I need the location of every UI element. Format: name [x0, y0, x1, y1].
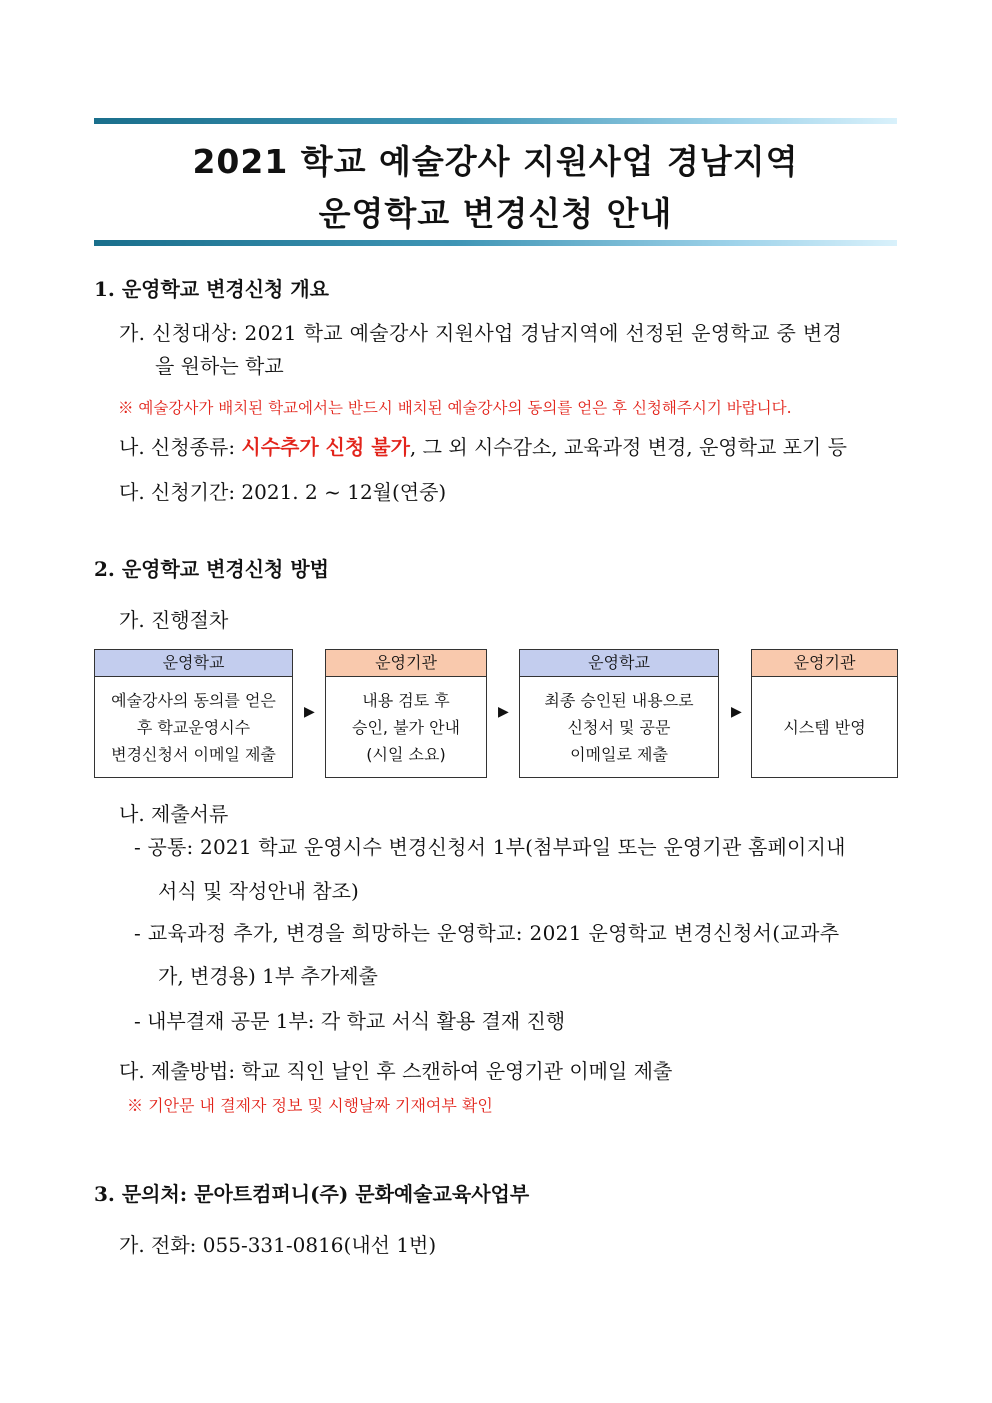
section3-heading: 3. 문의처: 문아트컴퍼니(주) 문화예술교육사업부	[94, 1182, 530, 1206]
flow-step-2-line: 승인, 불가 안내	[352, 717, 460, 737]
flow-step-3-line: 이메일로 제출	[570, 744, 668, 764]
section1-heading: 1. 운영학교 변경신청 개요	[94, 277, 329, 301]
flow-arrow-1: ▶	[304, 704, 315, 720]
doc-curriculum-line2: 가, 변경용) 1부 추가제출	[158, 964, 378, 988]
section1-na-suffix: , 그 외 시수감소, 교육과정 변경, 운영학교 포기 등	[409, 435, 847, 459]
section2-heading: 2. 운영학교 변경신청 방법	[94, 557, 329, 581]
doc-curriculum-line1: - 교육과정 추가, 변경을 희망하는 운영학교: 2021 운영학교 변경신청서(교과추	[134, 921, 840, 945]
flow-step-1-header: 운영학교	[95, 650, 292, 677]
doc-common-line2: 서식 및 작성안내 참조)	[158, 879, 359, 903]
flow-step-2-line: (시일 소요)	[366, 744, 446, 764]
title-bottom-rule	[94, 240, 897, 246]
flow-step-3-line: 최종 승인된 내용으로	[544, 690, 694, 710]
section1-ga-line2: 을 원하는 학교	[155, 354, 284, 378]
flow-step-4-header: 운영기관	[752, 650, 897, 677]
page-title-line2: 운영학교 변경신청 안내	[318, 194, 673, 233]
section1-ga-line1: 가. 신청대상: 2021 학교 예술강사 지원사업 경남지역에 선정된 운영학교 중 변경	[119, 321, 843, 345]
flow-step-1	[94, 649, 293, 778]
section2-note: ※ 기안문 내 결제자 정보 및 시행날짜 기재여부 확인	[127, 1096, 493, 1115]
flow-arrow-3: ▶	[731, 704, 742, 720]
section2-na: 나. 제출서류	[119, 802, 229, 826]
flow-step-3-line: 신청서 및 공문	[567, 717, 671, 737]
flow-step-3-header: 운영학교	[520, 650, 718, 677]
flow-step-4	[751, 649, 898, 778]
section2-da: 다. 제출방법: 학교 직인 날인 후 스캔하여 운영기관 이메일 제출	[119, 1059, 673, 1083]
flow-step-3	[519, 649, 719, 778]
flow-step-1-line: 후 학교운영시수	[136, 717, 251, 737]
section3-phone: 가. 전화: 055-331-0816(내선 1번)	[119, 1233, 437, 1257]
section1-na-highlight: 시수추가 신청 불가	[241, 435, 410, 459]
section1-note: ※ 예술강사가 배치된 학교에서는 반드시 배치된 예술강사의 동의를 얻은 후 신청해주시기 바랍니다.	[118, 399, 792, 417]
section1-da: 다. 신청기간: 2021. 2 ~ 12월(연중)	[119, 480, 447, 504]
section1-na-prefix: 나. 신청종류:	[119, 435, 242, 459]
page-title-line1: 2021 학교 예술강사 지원사업 경남지역	[192, 142, 799, 181]
flow-step-1-line: 변경신청서 이메일 제출	[111, 744, 276, 764]
flow-arrow-2: ▶	[498, 704, 509, 720]
flow-step-2	[325, 649, 487, 778]
section1-na	[119, 431, 847, 460]
title-top-rule	[94, 118, 897, 124]
flow-step-4-line: 시스템 반영	[783, 717, 866, 737]
flow-step-2-header: 운영기관	[326, 650, 486, 677]
doc-internal: - 내부결재 공문 1부: 각 학교 서식 활용 결재 진행	[134, 1009, 566, 1033]
flow-step-1-line: 예술강사의 동의를 얻은	[111, 690, 276, 710]
doc-common-line1: - 공통: 2021 학교 운영시수 변경신청서 1부(첨부파일 또는 운영기관 홈페이지내	[134, 835, 846, 859]
section2-ga: 가. 진행절차	[119, 608, 229, 632]
flow-step-2-line: 내용 검토 후	[362, 690, 450, 710]
